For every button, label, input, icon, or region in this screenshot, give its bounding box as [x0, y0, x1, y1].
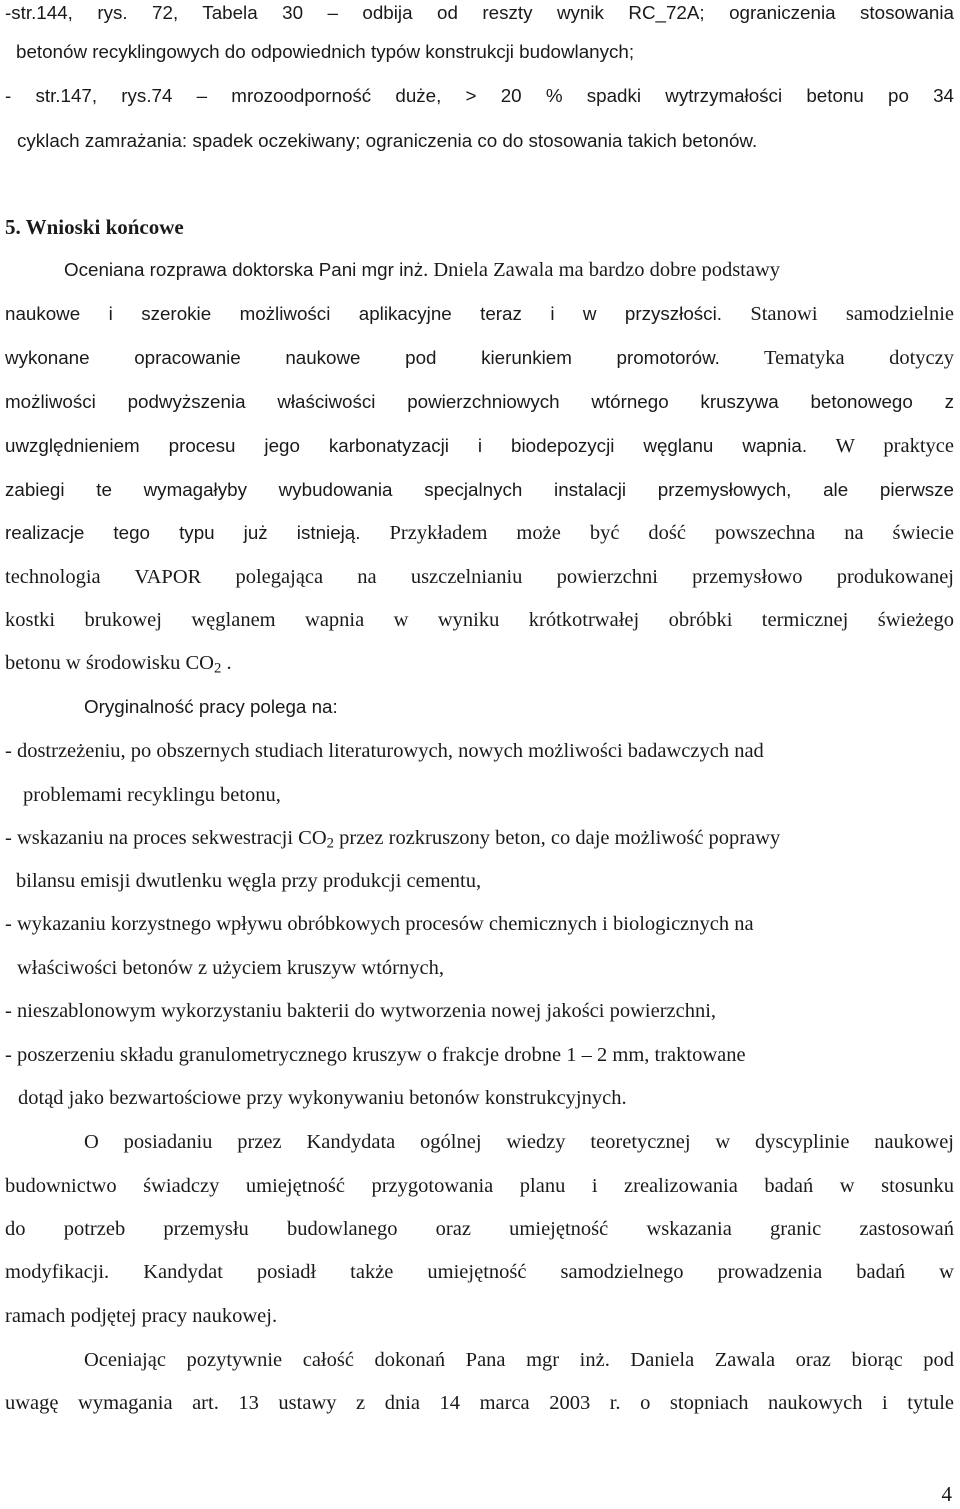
list-line-4: cyklach zamrażania: spadek oczekiwany; ograniczenia co do stosowania takich betonów. [17, 130, 758, 151]
originality-item-2-line-2: bilansu emisji dwutlenku węgla przy produkcji cementu, [16, 870, 482, 892]
conclusion-line-2: naukowe i szerokie możliwości aplikacyjne teraz i w przyszłości. Stanowi samodzielnie [5, 303, 954, 325]
conclusion-line-4: możliwości podwyższenia właściwości powierzchniowych wtórnego kruszywa betonowego z [5, 391, 954, 412]
knowledge-line-5: ramach podjętej pracy naukowej. [5, 1305, 278, 1327]
list-line-3: - str.147, rys.74 – mrozoodporność duże, > 20 % spadki wytrzymałości betonu po 34 [5, 85, 954, 106]
conclusion-line-9: kostki brukowej węglanem wapnia w wyniku krótkotrwałej obróbki termicznej świeżego [5, 609, 954, 631]
section-heading: 5. Wnioski końcowe [5, 215, 184, 239]
conclusion-line-1: Oceniana rozprawa doktorska Pani mgr inż. Dniela Zawala ma bardzo dobre podstawy [64, 259, 781, 281]
originality-item-3-line-2: właściwości betonów z użyciem kruszyw wtórnych, [17, 957, 444, 979]
list-line-1: -str.144, rys. 72, Tabela 30 – odbija od reszty wynik RC_72A; ograniczenia stosowania [5, 2, 954, 23]
originality-item-1-line-2: problemami recyklingu betonu, [23, 784, 281, 806]
conclusion-line-6: zabiegi te wymagałyby wybudowania specjalnych instalacji przemysłowych, ale pierwsze [5, 479, 954, 500]
originality-item-2-line-1: - wskazaniu na proces sekwestracji $CO_2$ przez rozkruszony beton, co daje możliwość poprawy [5, 827, 781, 852]
conclusion-line-8: technologia VAPOR polegająca na uszczelnianiu powierzchni przemysłowo produkowanej [5, 566, 954, 588]
final-line-1: Oceniając pozytywnie całość dokonań Pana mgr inż. Daniela Zawala oraz biorąc pod [84, 1349, 954, 1371]
conclusion-line-5: uwzględnieniem procesu jego karbonatyzacji i biodepozycji węglanu wapnia. W praktyce [5, 435, 954, 457]
originality-item-5-line-2: dotąd jako bezwartościowe przy wykonywaniu betonów konstrukcyjnych. [18, 1087, 627, 1109]
conclusion-line-7: realizacje tego typu już istnieją. Przykładem może być dość powszechna na świecie [5, 522, 955, 544]
knowledge-line-3: do potrzeb przemysłu budowlanego oraz umiejętność wskazania granic zastosowań [5, 1218, 954, 1240]
conclusion-line-3: wykonane opracowanie naukowe pod kierunkiem promotorów. Tematyka dotyczy [5, 347, 955, 369]
originality-item-4: - nieszablonowym wykorzystaniu bakterii do wytworzenia nowej jakości powierzchni, [5, 1000, 717, 1022]
originality-item-5-line-1: - poszerzeniu składu granulometrycznego kruszyw o frakcje drobne 1 – 2 mm, traktowane [5, 1044, 746, 1066]
knowledge-line-4: modyfikacji. Kandydat posiadł także umiejętność samodzielnego prowadzenia badań w [5, 1261, 954, 1283]
originality-item-3-line-1: - wykazaniu korzystnego wpływu obróbkowych procesów chemicznych i biologicznych na [5, 913, 754, 935]
final-line-2: uwagę wymagania art. 13 ustawy z dnia 14 marca 2003 r. o stopniach naukowych i tytule [5, 1392, 954, 1414]
knowledge-line-2: budownictwo świadczy umiejętność przygotowania planu i zrealizowania badań w stosunku [5, 1175, 954, 1197]
page-number: 4 [941, 1482, 952, 1506]
list-line-2: betonów recyklingowych do odpowiednich typów konstrukcji budowlanych; [16, 41, 635, 62]
conclusion-line-10: betonu w środowisku $CO_2$ . [5, 652, 232, 677]
originality-title: Oryginalność pracy polega na: [84, 696, 338, 717]
originality-item-1-line-1: - dostrzeżeniu, po obszernych studiach literaturowych, nowych możliwości badawczych nad [5, 740, 764, 762]
knowledge-line-1: O posiadaniu przez Kandydata ogólnej wiedzy teoretycznej w dyscyplinie naukowej [84, 1131, 954, 1153]
